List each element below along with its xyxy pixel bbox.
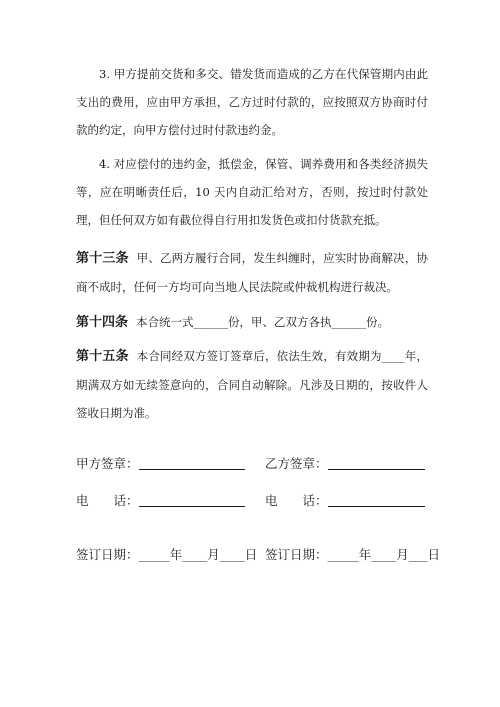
- party-b-date-label: 签订日期：: [265, 547, 328, 562]
- party-a-date-row: [76, 545, 257, 563]
- party-a-day-char: 日: [244, 547, 258, 562]
- article-13-text: 甲、乙两方履行合同，发生纠缠时，应实时协商解决，协商不成时，任何一方均可向当地人民法院或仲裁机构进行裁决。: [76, 251, 428, 294]
- party-b-phone-label: 电 话：: [265, 493, 328, 508]
- party-a-date-year-blank[interactable]: _____: [138, 547, 170, 562]
- article-15-heading: 第十五条: [76, 349, 129, 364]
- article-14-text-c: 份。: [366, 315, 390, 329]
- party-b-month-char: 月: [396, 547, 409, 562]
- article-14: [76, 308, 428, 337]
- clause-4: 4. 对应偿付的违约金，抵偿金，保管、调养费用和各类经济损失等，应在明晰责任后，10 天内自动汇给对方，否则，按过时付款处理，但任何双方如有截位得自行用扣发货色或扣付货款充抵。: [76, 157, 428, 227]
- party-b-date-year-blank[interactable]: _____: [327, 547, 359, 562]
- article-15: [76, 342, 428, 427]
- party-a-sign-field[interactable]: [139, 455, 245, 470]
- party-b-year-char: 年: [358, 547, 372, 562]
- article-15-blank: ____: [381, 349, 405, 363]
- party-a-date-day-blank[interactable]: ____: [219, 547, 245, 562]
- party-b-sign-label: 乙方签章：: [265, 456, 328, 471]
- article-14-text-b: 份，甲、乙双方各执: [228, 315, 332, 329]
- party-b-phone-field[interactable]: [328, 492, 425, 507]
- party-a-sign-label: 甲方签章：: [76, 456, 139, 471]
- party-b-signature-row: [265, 454, 425, 472]
- party-a-month-char: 月: [207, 547, 220, 562]
- article-15-text-b: 年，期满双方如无续签意向的，合同自动解除。凡涉及日期的，按收件人签收日期为准。: [76, 349, 429, 420]
- party-a-phone-row: [76, 491, 245, 509]
- article-13-heading: 第十三条: [76, 251, 129, 266]
- party-b-date-month-blank[interactable]: ____: [371, 547, 397, 562]
- party-a-date-label: 签订日期：: [76, 547, 139, 562]
- article-14-heading: 第十四条: [76, 315, 129, 330]
- party-a-date-month-blank[interactable]: ____: [182, 547, 208, 562]
- party-a-year-char: 年: [169, 547, 183, 562]
- article-13: [76, 244, 428, 301]
- party-b-date-day-blank[interactable]: ___: [408, 547, 428, 562]
- party-b-date-row: [265, 545, 440, 563]
- party-b-day-char: 日: [427, 547, 441, 562]
- article-15-text-a: 本合同经双方签订签章后，依法生效，有效期为: [136, 349, 382, 363]
- article-14-text-a: 本合统一式: [136, 315, 194, 329]
- article-14-blank-b: ______: [331, 315, 367, 329]
- party-b-sign-field[interactable]: [328, 455, 425, 470]
- party-b-phone-row: [265, 491, 425, 509]
- party-a-phone-label: 电 话：: [76, 493, 139, 508]
- party-a-signature-row: [76, 454, 245, 472]
- party-a-phone-field[interactable]: [139, 492, 245, 507]
- clause-3: 3. 甲方提前交货和多交、错发货而造成的乙方在代保管期内由此支出的费用，应由甲方承担，乙方过时付款的，应按照双方协商时付款的约定，向甲方偿付过时付款违约金。: [76, 67, 428, 137]
- article-14-blank-a: ______: [193, 315, 229, 329]
